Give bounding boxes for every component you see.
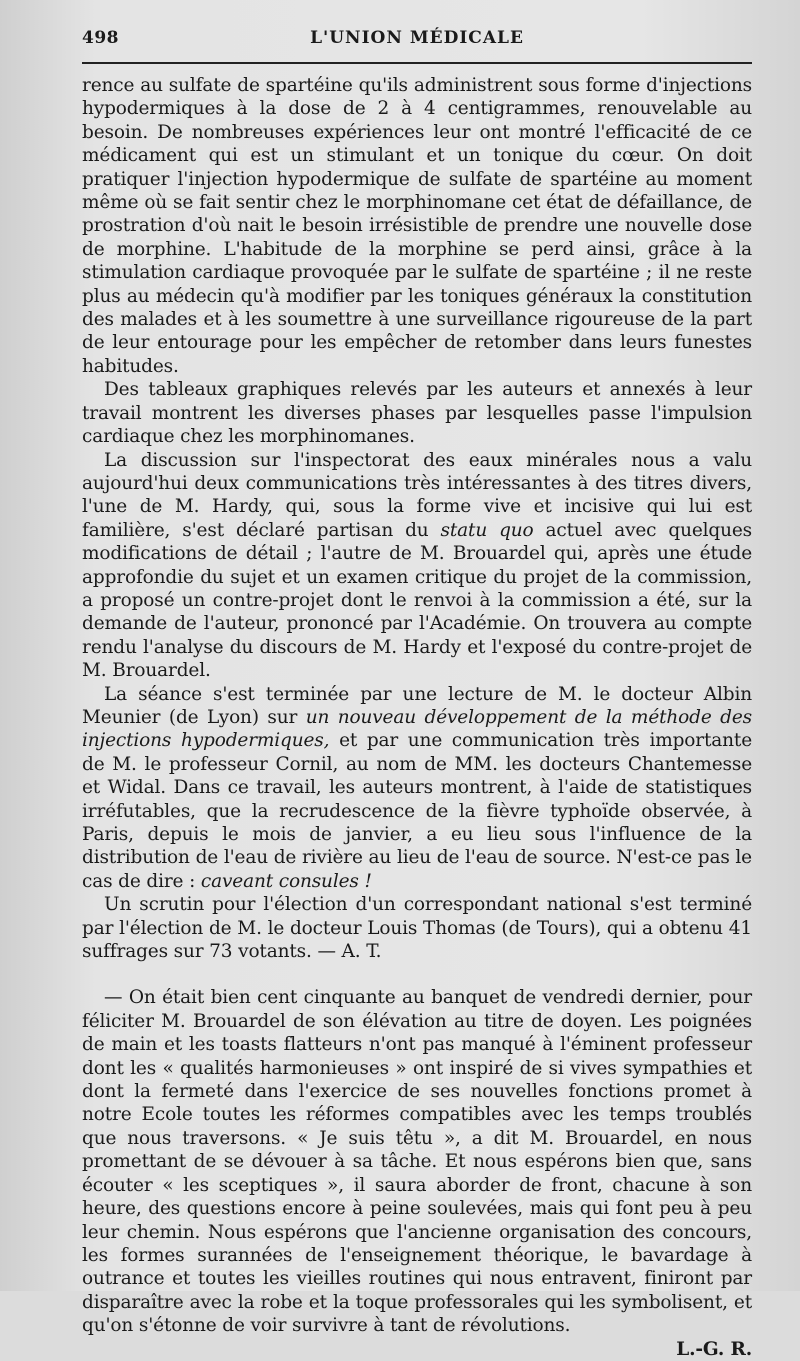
italic-caveant-consules: caveant consules ! <box>200 870 372 892</box>
italic-title-injections: un nouveau développement de la méthode des injections hypodermiques, <box>82 706 752 752</box>
paragraph-banquet: — On était bien cent cinquante au banquet de vendredi dernier, pour féliciter M. Brouardel de son élévation au titre de doyen. Les poignées de main et les toasts flatteurs n'ont pas manqué à l'éminent professeur dont les « qualités harmonieuses » ont inspiré de si vives sympathies et dont la fermeté dans l'exercice de ses nouvelles fonctions promet à notre Ecole toutes les réformes compatibles avec les temps troublés que nous traversons. « Je suis têtu », a dit M. Brouardel, en nous promettant de se dévouer à sa tâche. Et nous espérons bien que, sans écouter « les sceptiques », il saura aborder de front, chacune à son heure, des questions encore à peine soulevées, mais qui font peu à peu leur chemin. Nous espérons que l'ancienne organisation des concours, les formes surannées de l'enseignement théorique, le bavardage à outrance et toutes les vieilles routines qui nous entravent, finiront par disparaître avec la robe et la toque professorales qui les symbolisent, et qu'on s'étonne de voir survivre à tant de révolutions. <box>82 987 752 1337</box>
running-title: L'UNION MÉDICALE <box>310 28 524 48</box>
paragraph-continuation: rence au sulfate de spartéine qu'ils administrent sous forme d'injections hypodermiques à la dose de 2 à 4 centigrammes, renouvelable au besoin. De nombreuses expériences leur ont montré l'efficacité de ce médicament qui est un stimulant et un tonique du cœur. On doit pratiquer l'injection hypodermique de sulfate de spartéine au moment même où se fait sentir chez le morphinomane cet état de défaillance, de prostration d'où nait le besoin irrésistible de prendre une nouvelle dose de morphine. L'habitude de la morphine se perd ainsi, grâce à la stimulation cardiaque provoquée par le sulfate de spartéine ; il ne reste plus au médecin qu'à modifier par les toniques généraux la constitution des malades et à les soumettre à une surveillance rigoureuse de la part de leur entourage pour les empêcher de retomber dans leurs funestes habitudes. <box>82 75 752 377</box>
paragraph-inspectorat <box>82 449 752 683</box>
paragraph-graphs: Des tableaux graphiques relevés par les auteurs et annexés à leur travail montrent les diverses phases par lesquelles passe l'impulsion cardiaque chez les morphinomanes. <box>82 379 752 448</box>
paragraph-inspectorat-part-2: actuel avec quelques modifications de détail ; l'autre de M. Brouardel qui, après une étude approfondie du sujet et un examen critique du projet de la commission, a proposé un contre-projet dont le renvoi à la commission a été, sur la demande de l'auteur, prononcé par l'Académie. On trouvera au compte rendu l'analyse du discours de M. Hardy et l'exposé du contre-projet de M. Brouardel. <box>82 519 753 682</box>
page-header <box>82 28 752 58</box>
paragraph-seance-part-2: et par une communication très importante de M. le professeur Cornil, au nom de MM. les docteurs Chantemesse et Widal. Dans ce travail, les auteurs montrent, à l'aide de statistiques irréfutables, que la recrudescence de la fièvre typhoïde observée, à Paris, depuis le mois de janvier, a eu lieu sous l'influence de la distribution de l'eau de rivière au lieu de l'eau de source. N'est-ce pas le cas de dire : <box>82 730 752 892</box>
section-gap <box>82 963 752 986</box>
article-body <box>82 74 752 1361</box>
header-rule <box>82 62 752 64</box>
page-number: 498 <box>82 28 119 48</box>
paragraph-scrutin: Un scrutin pour l'élection d'un correspondant national s'est terminé par l'élection de M. le docteur Louis Thomas (de Tours), qui a obtenu 41 suffrages sur 73 votants. — A. T. <box>82 894 752 963</box>
author-signature: L.-G. R. <box>676 1338 752 1360</box>
italic-statu-quo: statu quo <box>440 519 534 541</box>
paragraph-inspectorat-part-1: La discussion sur l'inspectorat des eaux minérales nous a valu aujourd'hui deux communications très intéressantes à des titres divers, l'une de M. Hardy, qui, sous la forme vive et incisive qui lui est familière, s'est déclaré partisan du <box>82 449 752 541</box>
paragraph-seance <box>82 683 752 894</box>
paragraph-seance-part-1: La séance s'est terminée par une lecture de M. le docteur Albin Meunier (de Lyon) sur <box>82 683 752 728</box>
